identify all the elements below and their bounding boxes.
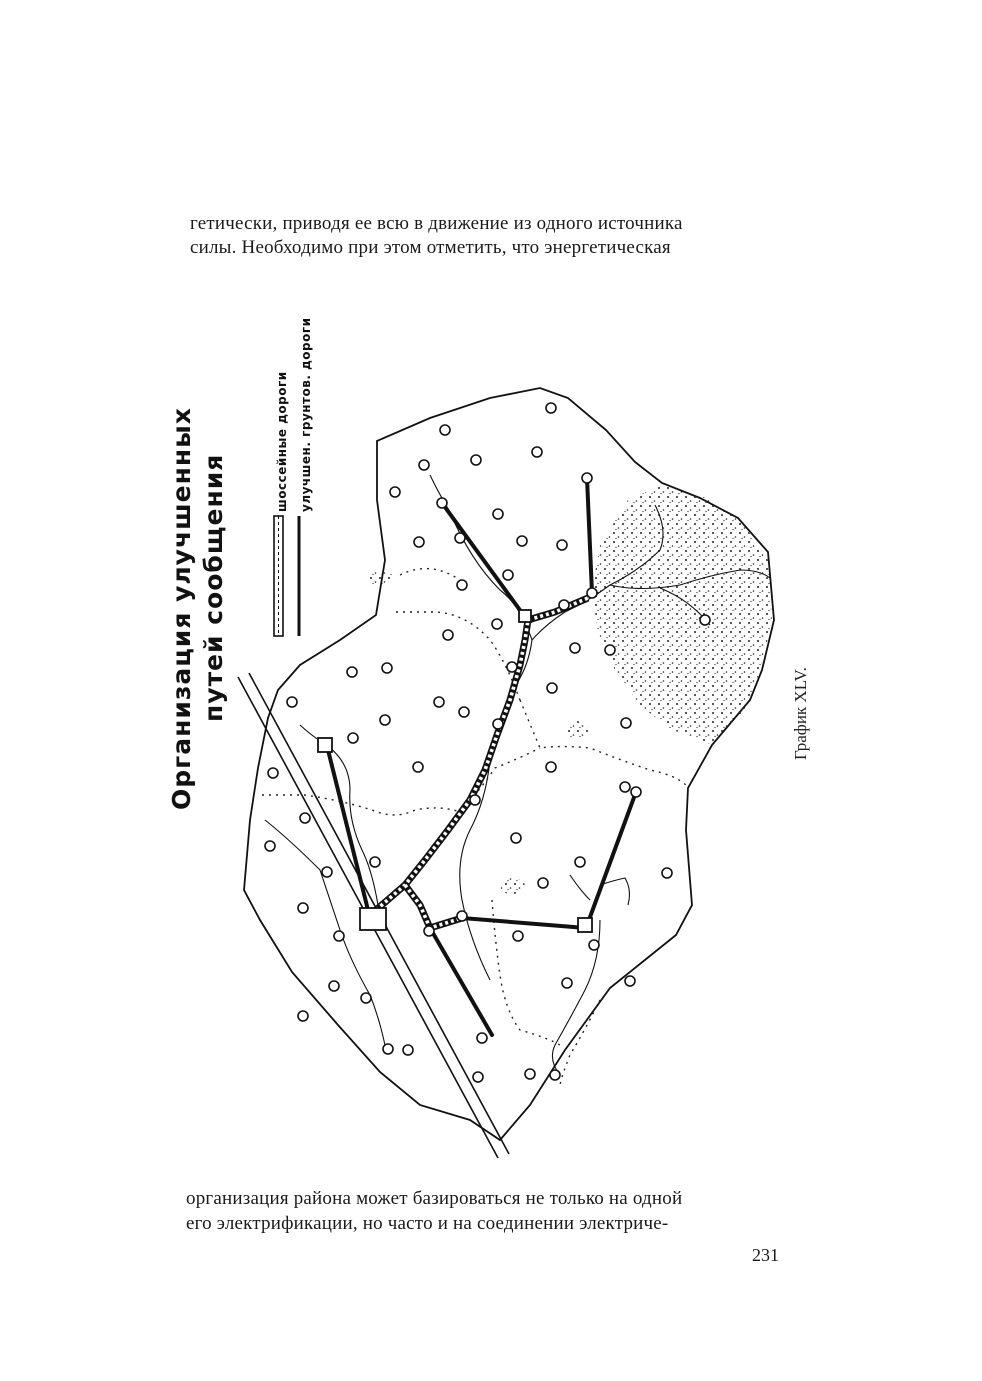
settlement-marker: [507, 662, 517, 672]
settlement-marker: [503, 570, 513, 580]
settlement-marker: [370, 857, 380, 867]
legend-label-highway: шоссейные дороги: [275, 371, 289, 512]
settlement-marker: [434, 697, 444, 707]
settlement-marker: [532, 447, 542, 457]
settlement-marker: [493, 719, 503, 729]
settlement-marker: [268, 768, 278, 778]
settlement-marker: [477, 1033, 487, 1043]
settlement-marker: [440, 425, 450, 435]
legend: [274, 317, 313, 636]
settlement-marker: [348, 733, 358, 743]
settlement-marker: [443, 630, 453, 640]
settlement-marker: [437, 498, 447, 508]
settlement-marker: [550, 1070, 560, 1080]
settlement-marker: [380, 715, 390, 725]
settlement-marker: [587, 588, 597, 598]
settlement-marker: [424, 926, 434, 936]
settlement-marker: [414, 537, 424, 547]
settlement-marker: [334, 931, 344, 941]
settlement-marker: [557, 540, 567, 550]
settlement-marker: [631, 787, 641, 797]
settlement-marker: [459, 707, 469, 717]
settlement-marker: [493, 509, 503, 519]
settlement-marker: [492, 619, 502, 629]
settlement-marker: [413, 762, 423, 772]
page-number: 231: [752, 1245, 779, 1265]
settlement-marker: [517, 536, 527, 546]
settlement-marker: [287, 697, 297, 707]
settlement-marker: [546, 762, 556, 772]
settlement-marker: [559, 600, 569, 610]
highway-roads: [376, 598, 588, 928]
body-text-line-4: его электрификации, но часто и на соединении электриче-: [186, 1213, 669, 1234]
dirt-roads: [328, 478, 636, 1035]
settlement-marker: [513, 931, 523, 941]
settlement-marker: [621, 718, 631, 728]
settlement-marker: [361, 993, 371, 1003]
settlement-marker: [546, 403, 556, 413]
settlement-marker: [570, 643, 580, 653]
settlement-marker: [562, 978, 572, 988]
settlement-marker: [455, 533, 465, 543]
figure-title-line1: Организация улучшенных: [167, 407, 196, 810]
settlement-marker: [382, 663, 392, 673]
settlement-marker: [300, 813, 310, 823]
legend-label-dirt-road: улучшен. грунтов. дороги: [299, 317, 313, 512]
settlement-marker: [457, 580, 467, 590]
settlement-marker: [700, 615, 710, 625]
settlement-marker: [575, 857, 585, 867]
figure-caption: График XLV.: [791, 667, 810, 760]
settlement-marker: [605, 645, 615, 655]
settlement-marker: [511, 833, 521, 843]
settlement-marker: [525, 1069, 535, 1079]
settlement-marker: [662, 868, 672, 878]
settlement-marker: [471, 455, 481, 465]
settlement-marker: [329, 981, 339, 991]
settlement-marker: [298, 903, 308, 913]
settlement-marker: [403, 1045, 413, 1055]
settlement-marker: [265, 841, 275, 851]
settlement-marker: [419, 460, 429, 470]
settlement-marker: [322, 867, 332, 877]
settlement-marker: [620, 782, 630, 792]
settlement-marker: [589, 940, 599, 950]
settlement-marker: [473, 1072, 483, 1082]
settlement-marker: [547, 683, 557, 693]
body-text-line-2: силы. Необходимо при этом отметить, что энергетическая: [190, 237, 671, 258]
settlement-marker: [457, 911, 467, 921]
settlement-marker: [347, 667, 357, 677]
figure-title-line2: путей сообщения: [199, 453, 228, 722]
settlement-marker: [538, 878, 548, 888]
forest-area: [592, 484, 772, 745]
settlement-marker: [390, 487, 400, 497]
settlement-marker: [383, 1044, 393, 1054]
settlement-marker: [582, 473, 592, 483]
settlement-marker: [625, 976, 635, 986]
body-text-line-1: гетически, приводя ее всю в движение из одного источника: [190, 213, 683, 234]
settlement-marker: [470, 795, 480, 805]
body-text-line-3: организация района может базироваться не только на одной: [186, 1188, 683, 1209]
settlement-marker: [298, 1011, 308, 1021]
